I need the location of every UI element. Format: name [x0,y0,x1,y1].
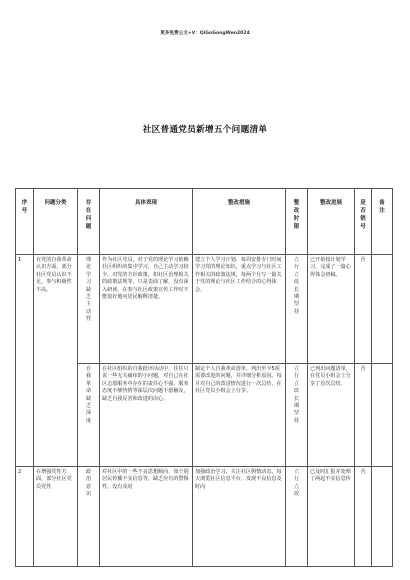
table-row [16,255,393,364]
cell-remark [372,467,393,567]
cell-progress: 已列出问题清单，在党员小组会上分享了首次总结。 [308,364,355,467]
cell-desc: 在社区组织的自我批评活动中，往往只说一些无关痛痒的小问题，对自己在社区志愿服务中存在的责任心不强、服务态度不够热情等深层次问题不愿触及，缺乏自我反省和改进的决心。 [100,364,193,467]
cell-type: 在党的自我革命认识方面，部分社区党员认识不足，参与积极性不高。 [34,255,78,467]
cell-remark [372,364,393,467]
cell-measure: 制定个人自我革命清单，列出至少5项需要改进的问题，并详细分析原因。每月对自己的改进情况进行一次总结，在社区党员小组会上分享。 [193,364,286,467]
cell-seq: 2 [16,467,34,567]
cell-deadline: 立行立改长期坚持 [286,255,308,364]
cell-closed: 否 [355,467,372,567]
column-header-remark: 备注 [372,189,393,255]
document-title: 社区普通党员新增五个问题清单 [142,125,268,135]
cell-closed: 否 [355,364,372,467]
cell-area: 自我革命缺乏深度 [78,364,100,467]
cell-type: 在增强党性方面，部分社区党员党性 [34,467,78,567]
watermark-text: 更多免费公文+V：QiGoGongWen2024 [160,31,250,36]
cell-desc: 对社区中的一些不良思想倾向，如个别居民传播不实信息等，缺乏应有的警惕性，没有及时 [100,467,193,567]
table-header-row [16,189,393,255]
cell-seq: 1 [16,255,34,467]
cell-progress: 已及时汇报并处理了两起不实信息传 [308,467,355,567]
cell-desc: 作为社区党员，对于党的理论学习依赖社区组织的集中学习，自己主动学习较少，对党的方针政策，如社区治理相关的政策法规等，只是表面了解，没有深入研读。在参与社区政策宣传工作时不能很好地向居民解释清楚。 [100,255,193,364]
column-header-measure: 整改措施 [193,189,286,255]
cell-closed: 否 [355,255,372,364]
column-header-type: 问题分类 [34,189,78,255]
cell-measure: 建立个人学习计划，每周安排专门时间学习党的理论知识，重点学习与社区工作相关的政策法规，每两个月写一篇关于党的理论与社区工作结合的心得体会。 [193,255,286,364]
column-header-deadline: 整改时限 [286,189,308,255]
cell-progress: 已开始按计划学习，完成了一篇心得体会初稿。 [308,255,355,364]
column-header-closed: 是否销号 [355,189,372,255]
column-header-desc: 具体表现 [100,189,193,255]
problem-list-table [15,188,393,567]
cell-area: 政治意识 [78,467,100,567]
column-header-progress: 整改进展 [308,189,355,255]
column-header-seq: 序号 [16,189,34,255]
cell-deadline: 立行立改 [286,467,308,567]
cell-measure: 加强政治学习，关注社区舆情动态，每天浏览社区信息平台，发现不良信息及时向 [193,467,286,567]
cell-area: 理论学习缺乏主动性 [78,255,100,364]
cell-deadline: 立行立改长期坚持 [286,364,308,467]
column-header-area: 存在问题 [78,189,100,255]
table-row [16,467,393,567]
cell-remark [372,255,393,364]
